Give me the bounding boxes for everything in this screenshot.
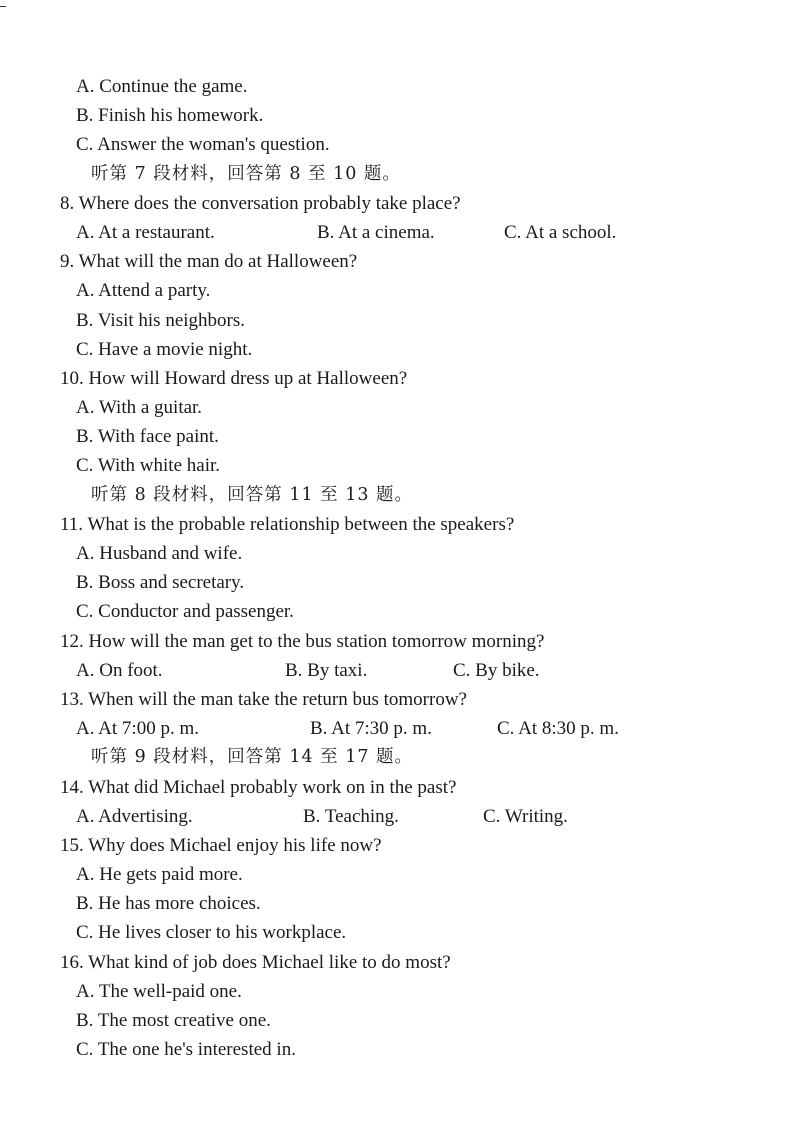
section-instruction-9: 听第 9 段材料，回答第 14 至 17 题。: [91, 747, 414, 768]
question-14-options: [60, 802, 760, 831]
question-9: 9. What will the man do at Halloween?: [60, 251, 358, 273]
option-a: A. At 7:00 p. m.: [76, 718, 199, 740]
question-13-options: [60, 714, 760, 743]
option-b: B. At a cinema.: [317, 221, 435, 243]
option-c: C. Have a movie night.: [76, 338, 253, 360]
question-12-options: [60, 656, 760, 685]
section-instruction-8: 听第 8 段材料，回答第 11 至 13 题。: [91, 484, 414, 505]
question-10: 10. How will Howard dress up at Halloween?: [60, 367, 408, 389]
option-b: B. The most creative one.: [76, 1010, 271, 1031]
option-c: C. At 8:30 p. m.: [497, 718, 619, 740]
option-c: C. By bike.: [453, 659, 540, 681]
question-list: [60, 72, 760, 1064]
question-12: 12. How will the man get to the bus station tomorrow morning?: [60, 630, 545, 652]
option-c: C. The one he's interested in.: [76, 1039, 296, 1061]
option-a: A. On foot.: [76, 659, 163, 681]
question-14: 14. What did Michael probably work on in the past?: [60, 776, 457, 798]
option-b: B. At 7:30 p. m.: [310, 718, 432, 740]
option-a: A. He gets paid more.: [76, 864, 243, 886]
question-16: 16. What kind of job does Michael like to do most?: [60, 951, 451, 973]
option-a: A. Continue the game.: [76, 76, 248, 97]
option-b: B. Finish his homework.: [76, 105, 264, 127]
option-b: B. He has more choices.: [76, 893, 261, 915]
option-a: A. With a guitar.: [76, 397, 203, 419]
option-c: C. At a school.: [504, 221, 617, 243]
option-b: B. With face paint.: [76, 426, 219, 448]
question-15: 15. Why does Michael enjoy his life now?: [60, 834, 382, 856]
question-8: 8. Where does the conversation probably take place?: [60, 192, 461, 214]
question-8-options: [60, 218, 760, 247]
option-b: B. Boss and secretary.: [76, 572, 245, 594]
option-b: B. By taxi.: [285, 659, 368, 681]
option-a: A. At a restaurant.: [76, 221, 215, 243]
option-b: B. Visit his neighbors.: [76, 309, 245, 331]
option-a: A. Advertising.: [76, 805, 193, 827]
option-a: A. Attend a party.: [76, 280, 211, 302]
corner-mark: [0, 6, 6, 7]
option-c: C. Answer the woman's question.: [76, 134, 330, 156]
option-a: A. The well-paid one.: [76, 980, 242, 1002]
question-13: 13. When will the man take the return bus tomorrow?: [60, 688, 467, 710]
option-c: C. Conductor and passenger.: [76, 601, 294, 623]
section-instruction-7: 听第 7 段材料，回答第 8 至 10 题。: [91, 163, 401, 184]
option-c: C. He lives closer to his workplace.: [76, 922, 347, 944]
option-c: C. Writing.: [483, 805, 568, 827]
question-11: 11. What is the probable relationship between the speakers?: [60, 513, 515, 535]
option-b: B. Teaching.: [303, 805, 399, 827]
option-c: C. With white hair.: [76, 455, 221, 477]
option-a: A. Husband and wife.: [76, 543, 243, 564]
